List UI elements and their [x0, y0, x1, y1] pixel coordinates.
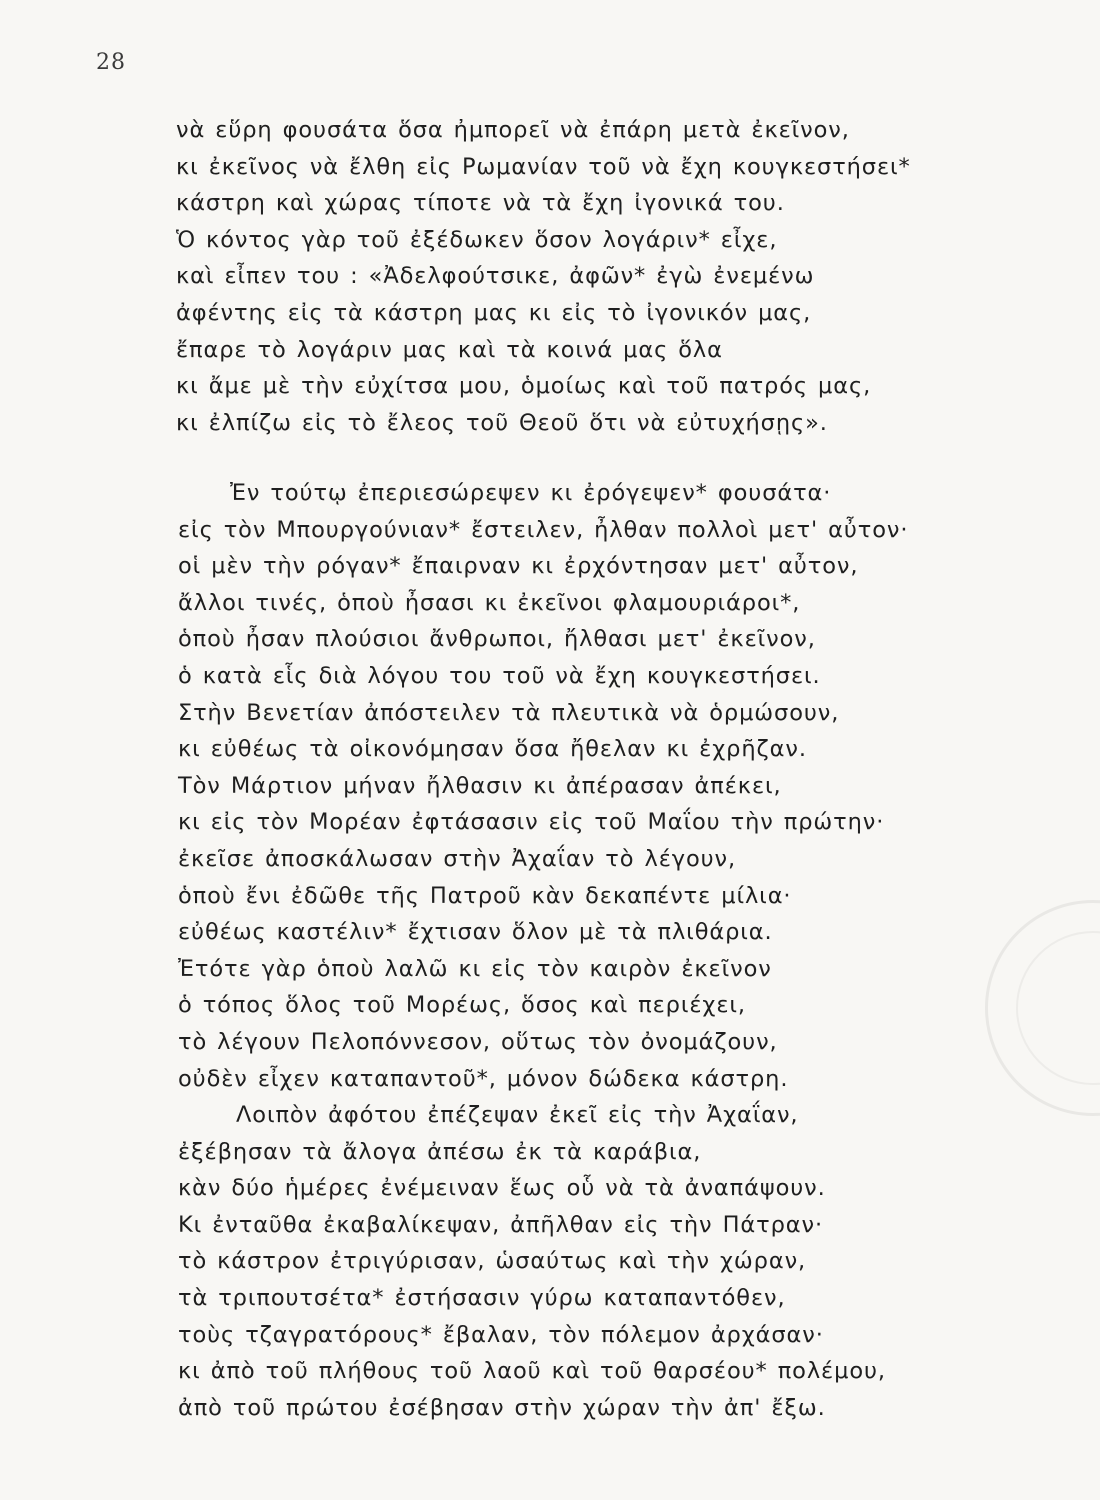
verse-line: ὁ τόπος ὅλος τοῦ Μορέως, ὅσος καὶ περιέχει, [178, 992, 746, 1019]
verse-line: ἐκεῖσε ἀποσκάλωσαν στὴν Ἀχαΐαν τὸ λέγουν, [178, 845, 737, 872]
verse-line: κι ἄμε μὲ τὴν εὐχίτσα μου, ὁμοίως καὶ τοῦ πατρός μας, [176, 373, 872, 400]
verse-line: ἄλλοι τινές, ὁποὺ ἦσασι κι ἐκεῖνοι φλαμουριάροι*, [178, 589, 801, 616]
verse-line: Στὴν Βενετίαν ἀπόστειλεν τὰ πλευτικὰ νὰ ὁρμώσουν, [178, 699, 840, 726]
verse-line: ὁποὺ ἦσαν πλούσιοι ἄνθρωποι, ἤλθασι μετ' ἐκεῖνον, [178, 626, 816, 653]
verse-line: νὰ εὕρη φουσάτα ὅσα ἠμπορεῖ νὰ ἐπάρη μετὰ ἐκεῖνον, [176, 117, 850, 143]
verse-line: κι εὐθέως τὰ οἰκονόμησαν ὅσα ἤθελαν κι ἐχρῆζαν. [178, 736, 807, 763]
verse-line: εἰς τὸν Μπουργούνιαν* ἔστειλεν, ἦλθαν πολλοὶ μετ' αὖτον· [178, 516, 909, 543]
verse-line: τὰ τριπουτσέτα* ἐστήσασιν γύρω καταπαντόθεν, [178, 1285, 786, 1312]
verse-line: οἱ μὲν τὴν ρόγαν* ἔπαιρναν κι ἐρχόντησαν μετ' αὖτον, [178, 553, 859, 580]
verse-line: κι ἐλπίζω εἰς τὸ ἔλεος τοῦ Θεοῦ ὅτι νὰ εὐτυχήσῃς». [176, 409, 828, 436]
verse-line: εὐθέως καστέλιν* ἔχτισαν ὅλον μὲ τὰ πλιθάρια. [178, 919, 773, 946]
verse-line: οὐδὲν εἶχεν καταπαντοῦ*, μόνον δώδεκα κάστρη. [178, 1065, 789, 1092]
verse-line: ὁ κατὰ εἷς διὰ λόγου του τοῦ νὰ ἔχη κουγκεστήσει. [178, 662, 821, 689]
verse-line: κι ἀπὸ τοῦ πλήθους τοῦ λαοῦ καὶ τοῦ θαρσέου* πολέμου, [178, 1358, 886, 1385]
verse-line: ἀπὸ τοῦ πρώτου ἐσέβησαν στὴν χώραν τὴν ἀπ' ἔξω. [178, 1394, 826, 1421]
verse-line: τὸ λέγουν Πελοπόννεσον, οὕτως τὸν ὀνομάζουν, [178, 1028, 778, 1055]
verse-line: ὁποὺ ἔνι ἐδῶθε τῆς Πατροῦ κὰν δεκαπέντε μίλια· [178, 882, 792, 909]
verse-line: τοὺς τζαγρατόρους* ἔβαλαν, τὸν πόλεμον ἀρχάσαν· [178, 1321, 824, 1348]
verse-line: Λοιπὸν ἀφότου ἐπέζεψαν ἐκεῖ εἰς τὴν Ἀχαΐαν, [236, 1102, 799, 1129]
verse-line: κι ἐκεῖνος νὰ ἔλθη εἰς Ρωμανίαν τοῦ νὰ ἔχη κουγκεστήσει* [176, 153, 911, 180]
verse-line: Ὁ κόντος γὰρ τοῦ ἐξέδωκεν ὅσον λογάριν* εἶχε, [176, 226, 778, 253]
verse-line: κὰν δύο ἡμέρες ἐνέμειναν ἕως οὗ νὰ τὰ ἀναπάψουν. [178, 1175, 826, 1202]
verse-line: Ἐτότε γὰρ ὁποὺ λαλῶ κι εἰς τὸν καιρὸν ἐκεῖνον [178, 955, 772, 982]
page-number: 28 [96, 50, 126, 75]
verse-line: κάστρη καὶ χώρας τίποτε νὰ τὰ ἔχη ἰγονικά του. [176, 190, 785, 217]
verse-line: κι εἰς τὸν Μορέαν ἐφτάσασιν εἰς τοῦ Μαΐου τὴν πρώτην· [178, 809, 885, 836]
verse-line: Τὸν Μάρτιον μήναν ἤλθασιν κι ἀπέρασαν ἀπέκει, [178, 772, 782, 799]
stanza-1 [0, 112, 1100, 441]
verse-line: Ἐν τούτῳ ἐπεριεσώρεψεν κι ἐρόγεψεν* φουσάτα· [230, 480, 832, 506]
verse-line: ἔπαρε τὸ λογάριν μας καὶ τὰ κοινά μας ὅλα [176, 336, 723, 363]
verse-line: ἐξέβησαν τὰ ἄλογα ἀπέσω ἐκ τὰ καράβια, [178, 1138, 702, 1165]
stanza-2 [0, 475, 1100, 1426]
verse-line: ἀφέντης εἰς τὰ κάστρη μας κι εἰς τὸ ἰγονικόν μας, [176, 299, 812, 326]
verse-line: τὸ κάστρον ἐτριγύρισαν, ὡσαύτως καὶ τὴν χώραν, [178, 1248, 807, 1275]
verse-line: Κι ἐνταῦθα ἐκαβαλίκεψαν, ἀπῆλθαν εἰς τὴν Πάτραν· [178, 1211, 824, 1238]
verse-line: καὶ εἶπεν του : «Ἀδελφούτσικε, ἀφῶν* ἐγὼ ἐνεμένω [176, 263, 815, 290]
